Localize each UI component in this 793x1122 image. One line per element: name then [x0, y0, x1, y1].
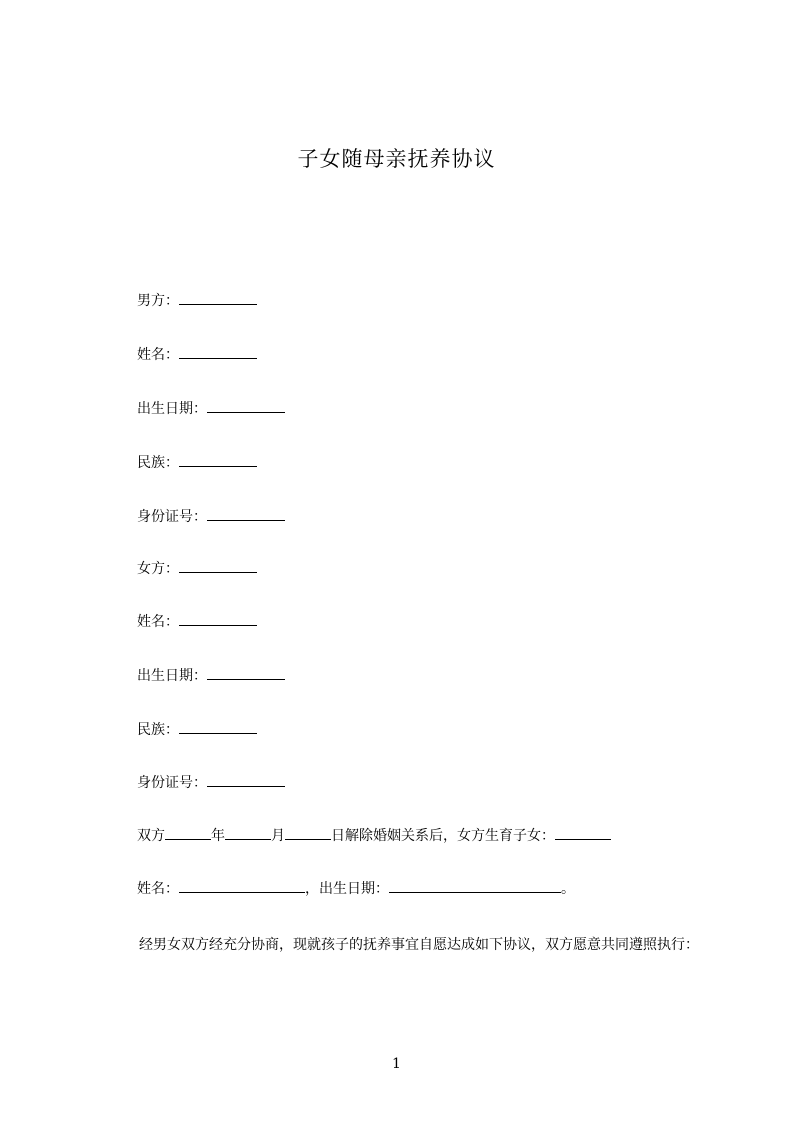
agreement-intro-paragraph: 经男女双方经充分协商，现就孩子的抚养事宜自愿达成如下协议，双方愿意共同遵照执行： [139, 937, 699, 953]
child-line-end: 。 [561, 881, 575, 897]
male-ethnicity-label: 民族： [137, 455, 179, 471]
year-blank [165, 826, 211, 840]
female-party-label: 女方： [137, 561, 179, 577]
male-id-line [137, 507, 285, 526]
divorce-line [137, 826, 611, 845]
divorce-suffix: 日解除婚姻关系后，女方生育子女： [331, 828, 555, 844]
female-birth-blank [207, 666, 285, 680]
male-id-blank [207, 507, 285, 521]
male-name-blank [179, 345, 257, 359]
male-name-label: 姓名： [137, 347, 179, 363]
child-birth-label: ，出生日期： [305, 881, 389, 897]
female-id-line [137, 773, 285, 792]
month-blank [225, 826, 271, 840]
child-count-blank [555, 826, 611, 840]
divorce-month-label: 月 [271, 828, 285, 844]
male-birth-line [137, 399, 285, 418]
female-birth-line [137, 666, 285, 685]
child-line [137, 879, 575, 898]
divorce-prefix: 双方 [137, 828, 165, 844]
child-name-label: 姓名： [137, 881, 179, 897]
female-name-label: 姓名： [137, 614, 179, 630]
female-name-blank [179, 612, 257, 626]
male-party-line [137, 291, 257, 310]
female-ethnicity-blank [179, 720, 257, 734]
female-ethnicity-label: 民族： [137, 722, 179, 738]
female-name-line [137, 612, 257, 631]
male-birth-label: 出生日期： [137, 401, 207, 417]
male-party-label: 男方： [137, 293, 179, 309]
female-party-line [137, 559, 257, 578]
child-name-blank [179, 879, 305, 893]
male-ethnicity-line [137, 453, 257, 472]
male-name-line [137, 345, 257, 364]
male-party-blank [179, 291, 257, 305]
child-birth-blank [389, 879, 561, 893]
male-birth-blank [207, 399, 285, 413]
day-blank [285, 826, 331, 840]
document-title: 子女随母亲抚养协议 [297, 147, 496, 171]
page-number: 1 [392, 1056, 401, 1072]
female-party-blank [179, 559, 257, 573]
divorce-year-label: 年 [211, 828, 225, 844]
female-id-label: 身份证号： [137, 775, 207, 791]
female-birth-label: 出生日期： [137, 668, 207, 684]
female-ethnicity-line [137, 720, 257, 739]
male-id-label: 身份证号： [137, 509, 207, 525]
male-ethnicity-blank [179, 453, 257, 467]
female-id-blank [207, 773, 285, 787]
